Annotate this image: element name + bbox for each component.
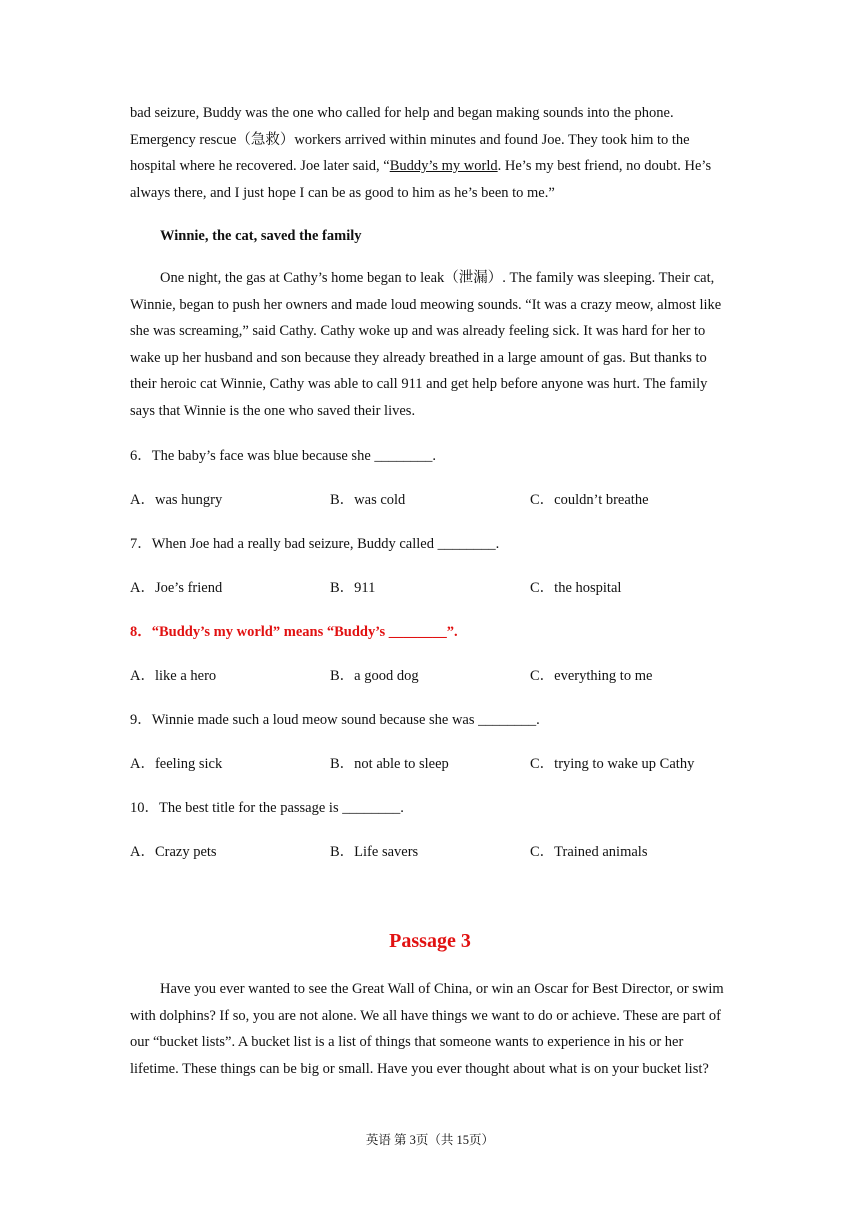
- passage2-paragraph-buddy: [130, 100, 730, 206]
- option-c[interactable]: C．everything to me: [530, 668, 653, 684]
- option-b[interactable]: B．not able to sleep: [330, 756, 449, 772]
- question-8: 8．“Buddy’s my world” means “Buddy’s ________”.: [130, 624, 458, 640]
- passage-title: Passage 3: [389, 930, 471, 952]
- option-c[interactable]: C．Trained animals: [530, 844, 648, 860]
- question-7: 7．When Joe had a really bad seizure, Buddy called ________.: [130, 536, 500, 552]
- question-6: 6．The baby’s face was blue because she ________.: [130, 448, 437, 464]
- page-footer: 英语 第 3页（共 15页）: [365, 1133, 495, 1147]
- option-a[interactable]: A．was hungry: [130, 492, 223, 508]
- option-c[interactable]: C．trying to wake up Cathy: [530, 756, 695, 772]
- option-a[interactable]: A．Joe’s friend: [130, 580, 223, 596]
- question-6-options: [130, 488, 730, 510]
- question-9: 9．Winnie made such a loud meow sound because she was ________.: [130, 712, 540, 728]
- option-b[interactable]: B．a good dog: [330, 668, 419, 684]
- paragraph-text: bad seizure, Buddy was the one who called for help and began making sounds into the phone. Emergency rescue（急救）workers arrived within minutes and found Joe. They took him to the hospital where he recovered. Joe later said, “: [130, 105, 690, 174]
- question-9-options: [130, 752, 730, 774]
- passage2-paragraph-winnie: One night, the gas at Cathy’s home began to leak（泄漏）. The family was sleeping. Their cat, Winnie, began to push her owners and made loud meowing sounds. “It was a crazy meow, almost like she was screaming,” said Cathy. Cathy woke up and was already feeling sick. It was hard for her to wake up her husband and son because they already breathed in a large amount of gas. But thanks to their heroic cat Winnie, Cathy was able to call 911 and get help before anyone was hurt. The family says that Winnie is the one who saved their lives.: [130, 270, 722, 419]
- underlined-phrase: Buddy’s my world: [389, 158, 498, 174]
- question-7-options: [130, 576, 730, 598]
- option-c[interactable]: C．couldn’t breathe: [530, 492, 649, 508]
- option-a[interactable]: A．feeling sick: [130, 756, 223, 772]
- option-a[interactable]: A．like a hero: [130, 668, 217, 684]
- option-b[interactable]: B．was cold: [330, 492, 406, 508]
- option-a[interactable]: A．Crazy pets: [130, 844, 217, 860]
- question-10-options: [130, 840, 730, 862]
- section-heading-winnie: Winnie, the cat, saved the family: [160, 228, 362, 244]
- option-b[interactable]: B．Life savers: [330, 844, 419, 860]
- option-b[interactable]: B．911: [330, 580, 376, 596]
- paragraph-text: . He’s my best friend, no doubt. He’s always there, and I just hope I can be as good to him as he’s been to me.”: [130, 158, 712, 201]
- option-c[interactable]: C．the hospital: [530, 580, 622, 596]
- question-8-options: [130, 664, 730, 686]
- question-10: 10．The best title for the passage is ________.: [130, 800, 404, 816]
- passage3-paragraph: Have you ever wanted to see the Great Wall of China, or win an Oscar for Best Director, or swim with dolphins? If so, you are not alone. We all have things we want to do or achieve. These are part of our “bucket lists”. A bucket list is a list of things that someone wants to experience in his or her lifetime. These things can be big or small. Have you ever thought about what is on your bucket list?: [130, 981, 724, 1077]
